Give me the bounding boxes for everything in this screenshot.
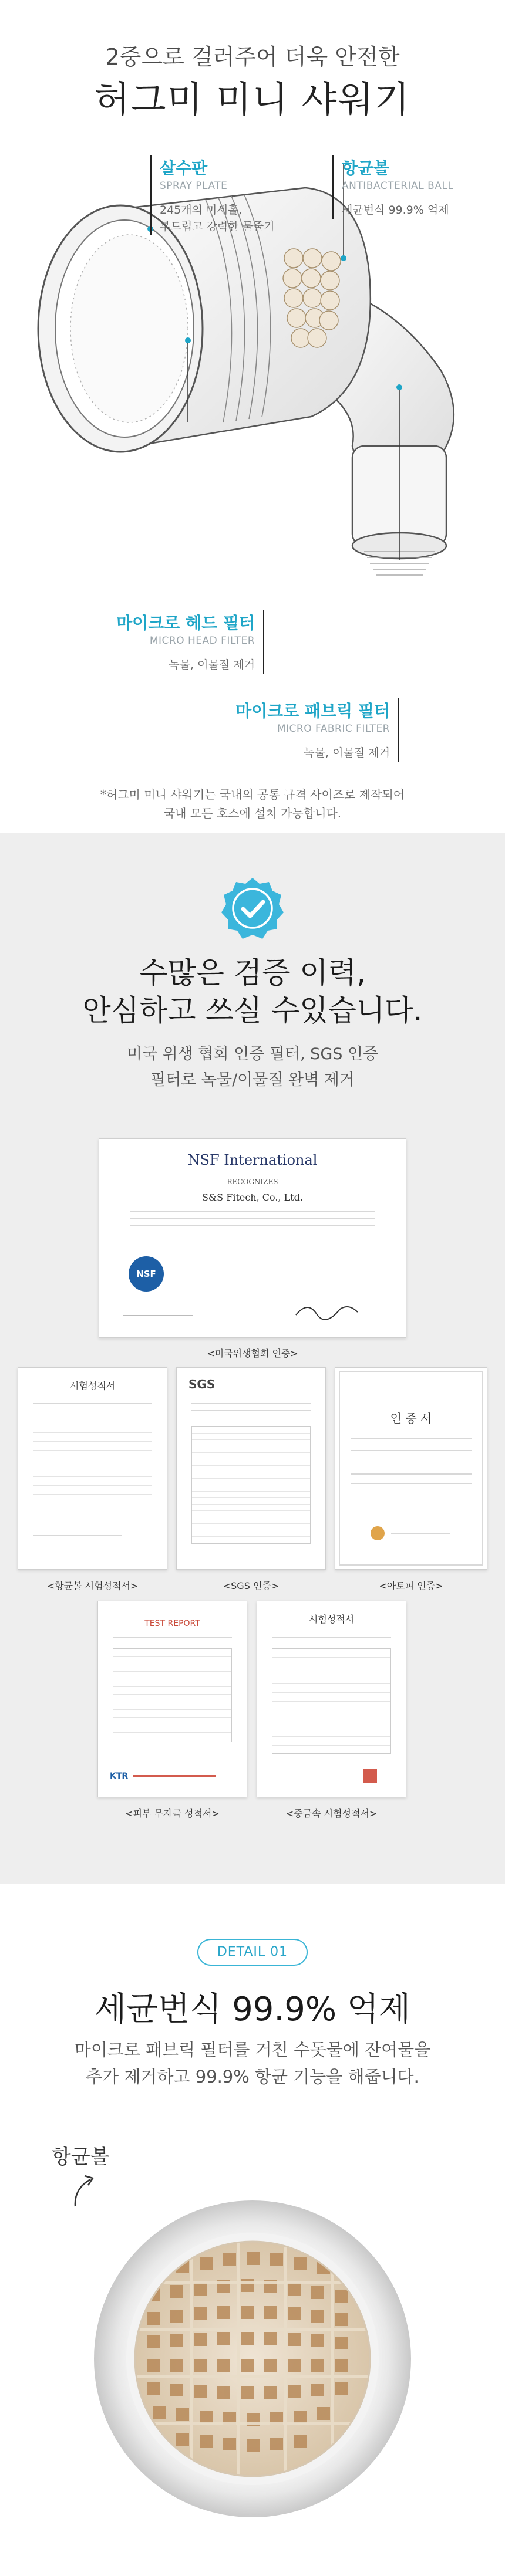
nsf-certificate — [99, 1138, 406, 1338]
micro-fabric-filter-title: 마이크로 패브릭 필터 — [235, 701, 390, 721]
product-section — [0, 0, 505, 833]
verified-badge-icon — [220, 875, 285, 940]
caption-heavy-metal: <중금속 시험성적서> — [285, 1808, 378, 1819]
caption-sgs: <SGS 인증> — [223, 1580, 280, 1591]
detail-desc-line1: 마이크로 패브릭 필터를 거친 수돗물에 잔여물을 — [74, 2040, 431, 2060]
atopy-certificate-title: 인 증 서 — [390, 1411, 432, 1425]
atopy-certificate-doc — [335, 1367, 487, 1570]
heavy-metal-report-title: 시험성적서 — [308, 1614, 355, 1625]
caption-nsf: <미국위생협회 인증> — [207, 1348, 298, 1359]
certification-section — [0, 833, 505, 1884]
nsf-recognizes: RECOGNIZES — [227, 1178, 278, 1186]
detail-section — [0, 1884, 505, 2576]
callout-antibacterial-ball — [332, 155, 485, 219]
micro-fabric-filter-eng: MICRO FABRIC FILTER — [277, 723, 390, 735]
nsf-company: S&S Fitech, Co., Ltd. — [201, 1192, 304, 1203]
spray-plate-desc-line1: 245개의 미세홀, — [160, 204, 243, 217]
micro-fabric-filter-desc: 녹물, 이물질 제거 — [304, 746, 390, 759]
detail-pill: DETAIL 01 — [197, 1939, 308, 1966]
spray-plate-eng: SPRAY PLATE — [160, 180, 228, 192]
ball-label: 항균볼 — [52, 2145, 110, 2169]
caption-atopy: <아토피 인증> — [379, 1580, 443, 1591]
nsf-logo: NSF — [129, 1256, 164, 1292]
product-subtitle: 2중으로 걸러주어 더욱 안전한 — [105, 44, 400, 70]
sgs-report-doc — [176, 1367, 326, 1570]
antibacterial-ball-desc: 세균번식 99.9% 억제 — [342, 204, 449, 217]
antibacterial-ball-eng: ANTIBACTERIAL BALL — [342, 180, 454, 192]
skin-report-title: TEST REPORT — [144, 1619, 200, 1628]
ktr-logo: KTR — [110, 1772, 129, 1781]
heavy-metal-report-doc — [257, 1601, 406, 1797]
spray-plate-desc-line2: 부드럽고 강력한 물줄기 — [160, 219, 275, 233]
footnote-line2: 국내 모든 호스에 설치 가능합니다. — [163, 806, 342, 820]
heavy-metal-seal-icon — [363, 1769, 377, 1783]
micro-head-filter-eng: MICRO HEAD FILTER — [149, 635, 255, 647]
nsf-org-name: NSF International — [187, 1152, 318, 1168]
certification-headline-line1: 수많은 검증 이력, — [139, 956, 366, 990]
certification-sub-line2: 필터로 녹물/이물질 완벽 제거 — [150, 1071, 355, 1089]
antibacterial-ball-illustration — [88, 2195, 417, 2523]
spray-plate-title: 살수판 — [160, 158, 208, 178]
caption-skin: <피부 무자극 성적서> — [125, 1808, 220, 1819]
caption-antibacterial: <항균볼 시험성적서> — [46, 1580, 139, 1591]
product-title: 허그미 미니 샤워기 — [94, 78, 411, 121]
callout-micro-fabric-filter — [223, 698, 399, 762]
signature-mark — [293, 1297, 363, 1321]
antibacterial-report-title: 시험성적서 — [69, 1380, 116, 1391]
detail-desc-line2: 추가 제거하고 99.9% 항균 기능을 해줍니다. — [86, 2067, 419, 2087]
skin-irritation-report-doc — [97, 1601, 247, 1797]
micro-head-filter-desc: 녹물, 이물질 제거 — [169, 658, 255, 671]
spray-plate-desc — [160, 202, 291, 235]
callout-micro-head-filter — [94, 610, 264, 674]
sgs-logo: SGS — [188, 1377, 216, 1391]
compatibility-footnote — [0, 785, 505, 823]
detail-title: 세균번식 99.9% 억제 — [94, 1990, 411, 2029]
certification-headline-line2: 안심하고 쓰실 수있습니다. — [82, 993, 423, 1027]
atopy-seal-icon — [371, 1526, 385, 1540]
certification-sub-line1: 미국 위생 협회 인증 필터, SGS 인증 — [126, 1045, 379, 1063]
antibacterial-ball-title: 항균볼 — [342, 158, 390, 178]
detail-description — [0, 2036, 505, 2091]
callout-spray-plate — [150, 155, 291, 235]
antibacterial-report-doc — [18, 1367, 167, 1570]
footnote-line1: *허그미 미니 샤워기는 국내의 공통 규격 사이즈로 제작되어 — [100, 787, 405, 802]
micro-head-filter-title: 마이크로 헤드 필터 — [116, 613, 255, 633]
